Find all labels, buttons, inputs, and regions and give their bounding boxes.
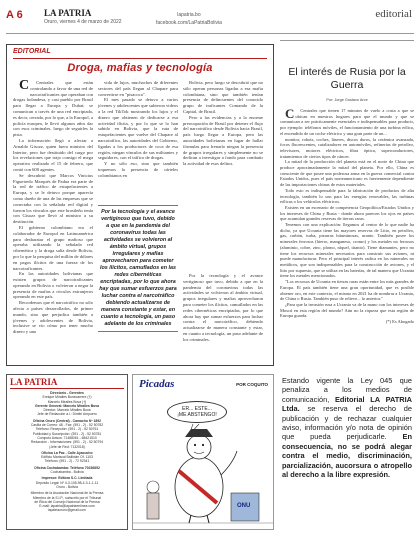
opinion-paragraph: monitor, robots, coches, láseres, discos duros, la cerámica avanzada, focos fluorescentes, catalizadores en automóviles, refinerías de petróleo, televisores, motores eléctricos, fibra óptica, superconductores, tratamientos de ciertos tipos de cáncer.	[280, 136, 414, 159]
editorial-column-1	[13, 80, 93, 360]
editorial-paragraph: El mes pasado se detuvo a varios jóvenes y adolescentes que subieron videos a la red TikTok mostrando los lujos y el dinero que obtienen de dedicarse a esa actividad ilícita, y por lo que se lo han sabido en Bolivia, que la ruta de estupefacientes que vuelve del Chapare al narcotráfico, las autoridades del Gobierno, ligadas a los productores de coca de esa región, niegan vínculos de sus militantes y seguidores, con el tráfico de drogas.	[98, 97, 178, 161]
editorial-paragraph: C Centrales que están controlando a favor de una red de narcotraficantes que operaban con drogas holandesa, y casi pueblo por Brasil para llegar a Europa y Dubai; se comunican a través de una red encriptada, es decir, cerrada, por lo que, a la Europol, a policía europea, le llevó algunos años dar con esos criminales, luego de seguirles la pista.	[13, 80, 93, 138]
masthead-line: Miembro de la S.I.P., subscrito por el Tribunal	[32, 495, 102, 500]
web-link-facebook[interactable]: facebook.com/LaPatriaBolivia	[156, 20, 222, 26]
masthead-line: Oficina Cochabamba: Teléfono 70236852	[34, 465, 100, 470]
masthead-line: Edificio Mariscal Ballivián Of. 1103	[41, 455, 93, 460]
masthead-line: lapatriaoruro@gmail.com	[48, 508, 86, 513]
editorial-column-3	[183, 80, 263, 270]
masthead-line: Depósito Legal: Nº 4-3-105-98-4-3-1-1-11	[35, 480, 99, 485]
editorial-paragraph: Bolivia, pero luego se descubrió que no sólo operan personas ligadas a esa mafia colombiana, sino que también tenían presencia de delincuentes del conocido grupo de traficantes Comando de la Capital, de Brasil.	[183, 80, 263, 114]
editorial-paragraph: Se descubrió que Marcos Vinicius Figueiredo Marqués de Padua era parte de la red de tráfico de estupefacientes a Europa, y se le detuvo porque aparecía como dueño de una de las empresas que se conectaba con la señalada red digital y fueron los vínculos que este brasileño tenía con Gisozz que llevó al ministro a su destitución.	[13, 172, 93, 225]
speech-line: ER... ESTE...	[182, 406, 212, 412]
opinion-paragraph: C Centrales que tienen 17 minutos de vuelo a costa a que se ubican en nuestros hogares para que el mundo y que se comunican a ser prácticamente esenciales e indispensables para producir, por ejemplo: teléfonos móviles, el funcionamiento de una turbina eólica, el encendido de un coche eléctrico y una gran parte de un...	[280, 108, 414, 136]
editorial-paragraph: Y no sólo eso, sino que también toquemos la presencia de cárteles colombianos en	[98, 161, 178, 178]
paper-name: LA PATRIA	[44, 8, 92, 18]
editorial-label: EDITORIAL	[13, 48, 51, 55]
opinion-paragraph: La mitad de la producción del planeta está en el norte de China que produce aproximadamente la mitad del planeta. Por ello, China es consciente de que posee una poderosa arma en la guerra comercial contra Estados Unidos, pues el país norteamericano es fuertemente dependiente de las importaciones chinas de estos materiales.	[280, 159, 414, 188]
opinion-byline: Por: Jorge Gustavo Arce	[326, 98, 368, 102]
masthead-line: Cochabamba - Bolivia	[50, 470, 84, 475]
drop-cap: C	[19, 80, 30, 93]
masthead-line: Directorio - Gerentes	[50, 391, 84, 395]
cartoon-author: POR COQUITO	[236, 382, 268, 387]
editorial-paragraph: Pero a las evidencias y a la enorme preocupación de Brasil por detener el flujo del narcotráfico desde Bolivia hacia Brasil, país luego llegar a Europa, pero las autoridades bolivianas en lugar de hallar fórmulas para frenarlo niegan la presencia de grupos irregulares y simplemente no se dedican a investigar a fondo para combatir la actividad de esos delitos.	[183, 114, 263, 167]
masthead-title: LA PATRIA	[10, 377, 124, 389]
editorial-box	[6, 44, 274, 366]
masthead-line: Publicidad y Suscripción: (591 - 2) - 52 50781	[32, 431, 102, 436]
onu-label: ONU	[237, 503, 251, 509]
publication-date: Oruro, viernes 4 de marzo de 2022	[44, 19, 122, 25]
masthead-line: Teléfono: (591 - 2) - 72 92341	[44, 459, 90, 464]
web-links	[156, 11, 222, 27]
legal-statement	[280, 374, 414, 530]
editorial-paragraph: El gobierno colombiano era el colaborador de Europol en Latinoamérica para desbaratar el grupo mafioso que operaba utilizando la señalada red cibernética y la droga salía desde Bolivia, por lo que la pesquisa del millón de dólares en pagos ilícitos de una fuerza de los narcotraficantes.	[13, 224, 93, 271]
cartoon-panel	[132, 374, 274, 530]
opinion-paragraph: Tenemos con una explicación: llegamos al centro de lo que nadie ha dicho, ya que Ucrania tiene las mayores reservas de Litio, en petróleo, gas, carbón, turba, pizarras bituminosas, uranio. También posee los minerales ferrosos (hierro, manganeso, cromo) y los metales no ferrosos (aluminio, cobre, zinc, plomo, níquel, titanio). Tiene diamantes, pero no tiene los recursos minerales necesarios para construir sus aviones, ni puede manufacturar. Pero el principal interés radica en los minerales no metálicos, que son indispensables para la construcción de aviones, y el litio por supuesto, que se utiliza en las baterías, de tal manera que Ucrania tiene los metales mencionados.	[280, 222, 414, 279]
masthead-line: Marcelo Miralles Bova (†)	[47, 399, 87, 404]
masthead-line: Gerente General: Marcelo Miralles Bova	[34, 403, 100, 408]
masthead-line: (Jefe de Red: 7132018)	[49, 444, 85, 449]
section-name: editorial	[375, 8, 412, 20]
editorial-title: Droga, mafias y tecnología	[67, 62, 213, 74]
opinion-paragraph: Todo esto es indispensable para la fabricación de productos de alta tecnología, también lo son para las energías renovables, las turbinas eólicas o los vehículos eléctricos.	[280, 187, 414, 205]
drop-cap: C	[285, 108, 295, 121]
masthead-box	[6, 374, 128, 530]
masthead-line: Enrique Miralles Bonecarrere (†)	[42, 395, 92, 400]
page-header	[6, 6, 414, 34]
masthead-line: Oficina La Paz - Calle Ayacucho	[41, 450, 93, 455]
speech-line: ¡ME ABSTENGO!	[177, 412, 217, 418]
editorial-paragraph: Recordemos que el narcotráfico no sólo afecta a países desarrollados, de primer mundo, sino que perjudica también a jóvenes y adolescentes de Bolivia, inclusive se vio cómo por tener mucho dinero y una	[13, 300, 93, 335]
statement-text: Estando vigente la Ley 045 que penaliza a los medios de comunicación, Editorial LA PATRIA Ltda. se reserva el derecho de publicación y de rechazar cualquier aviso, información y/o nota de opinión que pueda perjudicarle. En consecuencia, no se podrá alegar contra el medio, discriminación, parcialización, aucorsura o atropello al derecho a la libre expresión.	[282, 376, 412, 480]
masthead-line: Jefe de Redacción a.i.: Dimitri Ampuero	[37, 412, 97, 417]
editorial-divider	[13, 58, 267, 59]
masthead-line: Impresor: Editora S.C. Limitada	[41, 476, 93, 481]
masthead-line: Computo Avisos: 71488061 - 68421510	[37, 435, 97, 440]
opinion-body	[280, 108, 414, 368]
masthead-line: Miembro de la Asociación Nacional de la Prensa	[30, 491, 104, 496]
editorial-paragraph: La información llegó a afectar a Arnaldo Gisozz, quien fuera ministro del Interior, pero fue destituido del cargo por los revelaciones que trajo consigo el mega operativo realizado el 15 de febrero, que contó con 600 agentes.	[13, 137, 93, 172]
editorial-paragraph: En las autoridades bolivianas que existen grupos de narcotraficantes operando en Bolivia o volvieron a negar la presencia de mafias a círculos extranjeros operando en este país.	[13, 271, 93, 300]
page-number: A 6	[6, 9, 23, 21]
masthead-line: E-mail: lapatria@lapatriaenlinea.com	[39, 504, 95, 509]
masthead-line: de Ética del Consejo Nacional de la Prensa	[34, 499, 100, 504]
opinion-paragraph: Existen en un escenario de competencia Geopolítica/Estados Unidos y los intereses de China y Rusia - donde ahora parecen los ojos en países que acumulan grandes reservas de tierras raras.	[280, 204, 414, 222]
speech-bubble	[167, 401, 227, 423]
opinion-paragraph: "Los recursos de Ucrania en tierras raras están entre los más grandes de Europa. El país también tiene una gran oportunidad, que es posible obtener oro, en este contexto, el mismo en 2021 ha de nombrar a Ucrania, de China o Rusia. También puso de relieve... lo anterior."	[280, 279, 414, 302]
opinion-footnote: (*) Es Abogado	[385, 319, 414, 325]
editorial-pull-quote: Por la tecnología y el avance vertiginoso que tuvo, debido a que en la pandemia del coronavirus todas las actividades se volvieron al ámbito virtual, grupos irregulares y mafias aprovecharon para cometer los ilícitos, camuflados en las redes cibernéticas encriptadas, por lo que ahora hay que sumar esfuerzos para luchar contra el narcotráfico debiendo actualizarse de manera constante y estar, en cuanto a tecnología, un paso adelante de los criminales	[98, 205, 178, 332]
editorial-closing-paragraph: Por la tecnología y el avance vertiginoso que tuvo, debido a que en la pandemia del coronavirus todas las actividades se volvieron al ámbito virtual, grupos irregulares y mafias aprovecharon para cometer los ilícitos, camuflados en las redes cibernéticas encriptadas, por lo que ahora hay que sumar esfuerzos para luchar contra el narcotráfico, debiendo actualizarse de manera constante y estar, en cuanto a tecnología, un paso adelante de los criminales.	[183, 273, 263, 342]
masthead-line: Oruro - Bolivia	[56, 484, 78, 489]
masthead-line: Director: Marcelo Miralles Bova	[43, 408, 91, 413]
masthead-line: Casilla de Correo: 48 - Fax: (591 - 2) - 52 50782	[30, 423, 104, 428]
web-link-site[interactable]: lapatria.bo	[177, 12, 201, 18]
masthead-line: Oficina Oruro (Central) - Camacho Nº 1892	[32, 418, 102, 423]
masthead-lines	[10, 391, 124, 513]
opinion-article	[280, 40, 414, 370]
cartoon-logo: Picadas	[139, 378, 175, 390]
opinion-paragraph: ¿Para que la invasión rusa a Ucrania va de la mano con los intereses de Moscú en esta región del mundo? Aún no la riqueza que esta región de Europa guarda.	[280, 301, 414, 319]
opinion-divider	[280, 40, 414, 41]
cartoon-drawing	[133, 375, 274, 530]
editorial-paragraph: vida de lujos, muchachos de diferentes sectores del país llegan al Chapare para convertirse en "pisacoca".	[98, 80, 178, 97]
masthead-line: Teléfono: Recepción: (591 - 2) - 52 50761	[35, 427, 99, 432]
masthead-line: Redacción - Informaciones: (591 - 2) - 52 50794	[30, 440, 104, 445]
opinion-title: El interés de Rusia por la Guerra	[288, 66, 406, 91]
